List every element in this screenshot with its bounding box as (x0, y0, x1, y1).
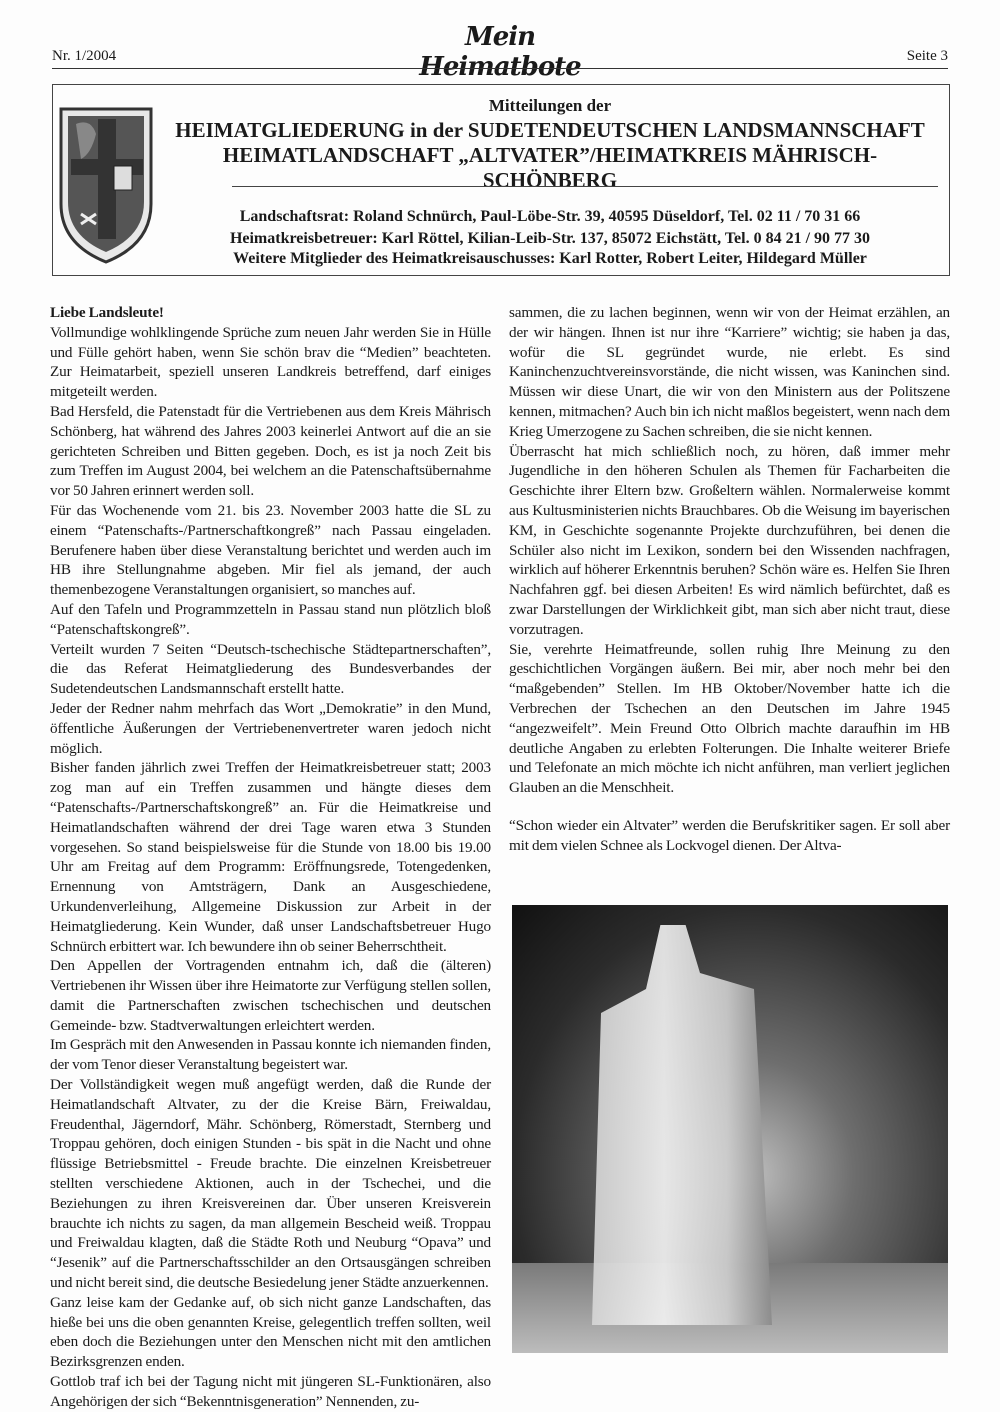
paragraph: Gottlob traf ich bei der Tagung nicht mit jüngeren SL-Funktionären, also Angehörigen der sich “Bekenntnisgeneration” Nennenden, zu- (50, 1373, 491, 1410)
box-title-1: HEIMATGLIEDERUNG in der SUDETENDEUTSCHEN LANDSMANNSCHAFT (175, 118, 925, 142)
paragraph: Für das Wochenende vom 21. bis 23. November 2003 hatte die SL zu einem “Patenschafts-/Partnerschaftkongreß” nach Passau eingeladen. Berufenere haben über diese Veranstaltung berichtet und werden auch im HB ihre Stellungnahme abgeben. Mir fiel als jemand, der auch themenbezogene Veranstaltungen organisiert, so manches auf. (50, 501, 491, 599)
paragraph: Der Vollständigkeit wegen muß angefügt werden, daß die Runde der Heimatlandschaft Altvater, zu der die Kreise Bärn, Freiwaldau, Freudenthal, Jägerndorf, Mähr. Schönberg, Römerstadt, Sternberg und Troppau gehören, doch einigen Stunden - bis spät in die Nacht und ohne flüssige Betriebsmittel - Freude brachte. Die einzelnen Kreisbetreuer stellten verschiedene Aktionen, auch in der Tschechei, und die Beziehungen zu ihren Kreisvereinen dar. Über unseren Kreisverein brauchte ich nichts zu sagen, da man allgemein Bescheid weiß. Troppau und Freiwaldau klagten, daß die Städte Roth und Neuburg “Opava” und “Jesenik” auf die Partnerschaftsschilder an den Ortsausgängen schreiben und nicht bereit sind, die deutsche Besiedelung jener Städte anzuerkennen. (50, 1076, 491, 1292)
altvater-tower-photo (512, 905, 948, 1353)
paragraph: Bisher fanden jährlich zwei Treffen der Heimatkreisbetreuer statt; 2003 zog man auf ein Treffen zusammen und hängte dieses dem “Patenschafts-/Partnerschaftskongreß” an. Für die Heimatkreise und Heimatlandschaften während der drei Tage waren etwa 3 Stunden vorgesehen. So stand beispielsweise für die Stunde von 18.00 bis 19.00 Uhr am Freitag auf dem Programm: Eröffnungsrede, Totengedenken, Ernennung von Amtsträgern, Dank an Ausgeschiedene, Urkundenverleihung, Allgemeine Diskussion zur Arbeit in der Heimatgliederung. Kein Wunder, daß unser Landschaftsbetreuer Hugo Schnürch erbittert war. Ich bewundere ihn ob seiner Beherrschtheit. (50, 759, 491, 955)
paragraph: Auf den Tafeln und Programmzetteln in Passau stand nun plötzlich bloß “Patenschaftskongreß”. (50, 600, 491, 638)
issue-number: Nr. 1/2004 (52, 48, 117, 64)
box-divider (232, 186, 938, 187)
masthead-logo: Mein Heimatbote (419, 22, 581, 82)
article-greeting: Liebe Landsleute! (50, 304, 164, 321)
article-left-column (50, 303, 491, 1412)
contact-members: Weitere Mitglieder des Heimatkreisauschusses: Karl Rotter, Robert Leiter, Hildegard Müller (233, 250, 867, 267)
paragraph: Im Gespräch mit den Anwesenden in Passau konnte ich niemanden finden, der vom Tenor dieser Veranstaltung begeistert war. (50, 1036, 491, 1074)
paragraph: Verteilt wurden 7 Seiten “Deutsch-tschechische Städtepartnerschaften”, die das Referat Heimatgliederung des Bundesverbandes der Sudetendeutschen Landsmannschaft erstellt hatte. (50, 640, 491, 698)
paragraph: sammen, die zu lachen beginnen, wenn wir von der Heimat erzählen, an der wir hängen. Ihnen ist nur ihre “Karriere” wichtig; sie haben ja das, wofür die SL gegründet wurde, nie erlebt. Es sind Kaninchenzuchtvereinsvorstände, die nicht wissen, was Kaninchen sind. Müssen wir diese Unart, die wir von den Ministern aus der Politszene kennen, mitmachen? Auch bin ich nicht maßlos begeistert, wenn nach dem Krieg Umerzogene zu Sachen schreiben, die sie nicht kennen. (509, 304, 950, 440)
box-intro: Mitteilungen der (488, 96, 612, 115)
page-number: Seite 3 (906, 48, 948, 64)
contact-heimatkreisbetreuer: Heimatkreisbetreuer: Karl Röttel, Kilian-Leib-Str. 137, 85072 Eichstätt, Tel. 0 84 21 / 90 77 30 (229, 230, 871, 247)
paragraph: Vollmundige wohlklingende Sprüche zum neuen Jahr werden Sie in Hülle und Fülle gehört haben, wenn Sie schön brav die “Medien” beachteten. Zur Heimatarbeit, speziell unseren Landkreis betreffend, darf einiges mitgeteilt werden. (50, 323, 491, 401)
paragraph: Sie, verehrte Heimatfreunde, sollen ruhig Ihre Meinung zu den geschichtlichen Vorgängen äußern. Bei mir, aber noch mehr bei den “maßgebenden” Stellen. Im HB Oktober/November hatte ich die Verbrechen der Tschechen an den Deutschen im Jahre 1945 “angezweifelt”. Mein Freund Otto Olbrich machte daraufhin im HB deutliche Angaben zu erlebten Folterungen. Die Inhalte weiterer Briefe und Telefonate an mich möchte ich nicht anführen, man verliert jeglichen Glauben an die Menschheit. (509, 640, 950, 797)
paragraph: Bad Hersfeld, die Patenstadt für die Vertriebenen aus dem Kreis Mährisch Schönberg, hat während des Jahres 2003 keinerlei Antwort auf die an sie gerichteten Schreiben und Bitten gegeben. Doch, es ist ja noch Zeit bis zum Treffen im August 2004, bei welchem an die Patenschaftsübernahme vor 50 Jahren erinnert werden soll. (50, 402, 491, 500)
article-right-column (509, 303, 950, 856)
header-rule (52, 68, 948, 69)
frozen-tower (592, 925, 772, 1325)
paragraph: Jeder der Redner nahm mehrfach das Wort „Demokratie” in den Mund, öffentliche Äußerungen der Vertriebenenvertreter waren jedoch nicht möglich. (50, 699, 491, 757)
paragraph: Den Appellen der Vortragenden entnahm ich, daß die (älteren) Vertriebenen ihr Wissen über ihre Heimatorte zur Verfügung stellen sollen, damit die Partnerschaften zwischen tschechischen und deutschen Gemeinde- bzw. Stadtverwaltungen erleichtert werden. (50, 957, 491, 1034)
paragraph: Überrascht hat mich schließlich noch, zu hören, daß immer mehr Jugendliche in den höheren Schulen als Themen für Facharbeiten die Geschichte ihrer Eltern bzw. Großeltern wählen. Normalerweise kommt aus Kultusministerien nichts Brauchbares. Ob die Weisung im bayerischen KM, in Geschichte sogenannte Projekte durchzuführen, bei denen die Schüler also nicht im Lexikon, sondern bei den Wissenden nachfragen, wirklich auf höherer Erkenntnis beruhen? Schön wäre es. Helfen Sie Ihren Nachfahren ggf. bei diesen Arbeiten! Es wird nämlich befürchtet, daß es zwar Darstellungen der Wirklichkeit gibt, man sich aber nicht traut, diese vorzutragen. (509, 442, 950, 638)
paragraph: “Schon wieder ein Altvater” werden die Berufskritiker sagen. Er soll aber mit dem vielen Schnee als Lockvogel dienen. Der Altva- (509, 816, 950, 854)
box-title-2: HEIMATLANDSCHAFT „ALTVATER”/HEIMATKREIS MÄHRISCH-SCHÖNBERG (222, 143, 878, 192)
contact-landschaftsrat: Landschaftsrat: Roland Schnürch, Paul-Löbe-Str. 39, 40595 Düseldorf, Tel. 02 11 / 70 31 66 (239, 208, 861, 225)
coat-of-arms-icon (56, 104, 156, 264)
paragraph: Ganz leise kam der Gedanke auf, ob sich nicht ganze Landschaften, das hieße bei uns die oben genannten Kreise, gelegentlich treffen sollten, weil eben doch die Beziehungen unter den Menschen nicht mit den amtlichen Bezirksgrenzen enden. (50, 1293, 491, 1371)
